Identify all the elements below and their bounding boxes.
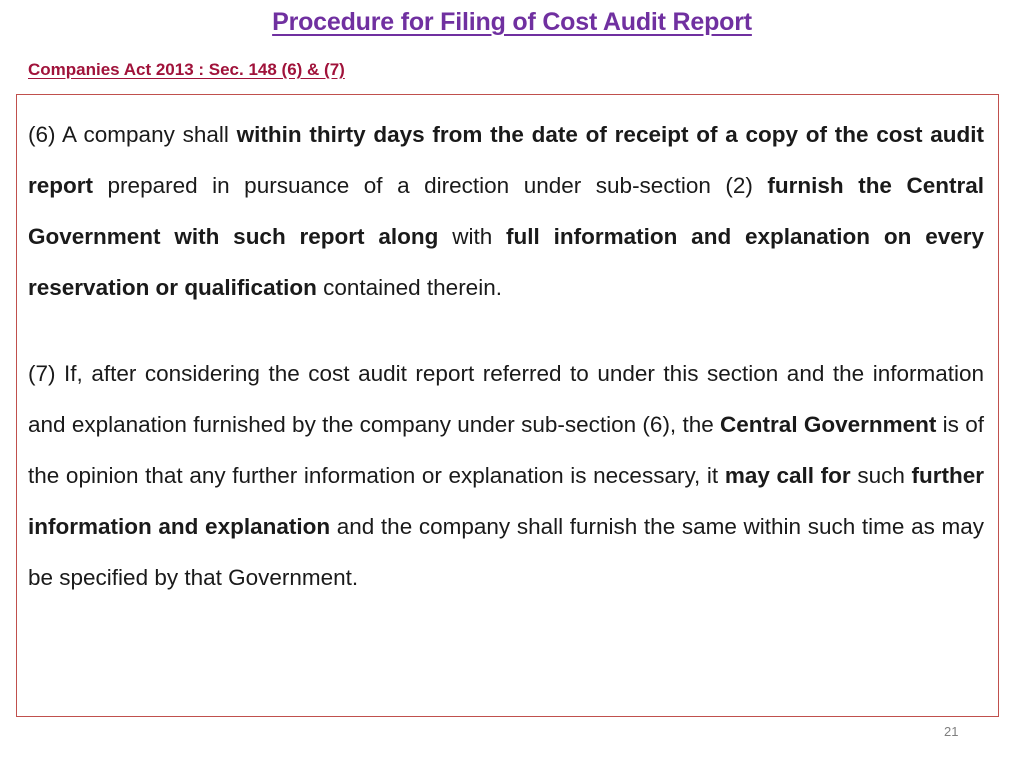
page-number: 21 bbox=[944, 724, 959, 739]
text-run: such bbox=[850, 463, 912, 488]
text-run: (7) If, after considering the cost audit report referred to under this section and the information and explanation furnished by the company under sub-section (6), the bbox=[28, 361, 984, 437]
bold-run: Central Government bbox=[720, 412, 937, 437]
text-run: and the company shall furnish the same within such time as may be specified by that Government. bbox=[28, 514, 984, 590]
bold-run: further information and explanation bbox=[28, 463, 985, 539]
text-run: (6) A company shall bbox=[28, 122, 237, 147]
content-box bbox=[16, 94, 999, 717]
paragraph-section-7 bbox=[28, 348, 984, 603]
section-subtitle: Companies Act 2013 : Sec. 148 (6) & (7) bbox=[28, 60, 345, 79]
text-run: prepared in pursuance of a direction under sub-section (2) bbox=[93, 173, 768, 198]
paragraph-section-6 bbox=[28, 109, 984, 313]
slide-title: Procedure for Filing of Cost Audit Report bbox=[272, 8, 752, 36]
bold-run: within thirty days from the date of receipt of a copy of the cost audit report bbox=[28, 122, 985, 198]
text-run: contained therein. bbox=[316, 275, 502, 300]
bold-run: full information and explanation on every reservation or qualification bbox=[28, 224, 985, 300]
bold-run: may call for bbox=[724, 463, 851, 488]
text-run: with bbox=[438, 224, 507, 249]
text-run: is of the opinion that any further information or explanation is necessary, it bbox=[28, 412, 984, 488]
bold-run: furnish the Central Government with such report along bbox=[28, 173, 984, 249]
